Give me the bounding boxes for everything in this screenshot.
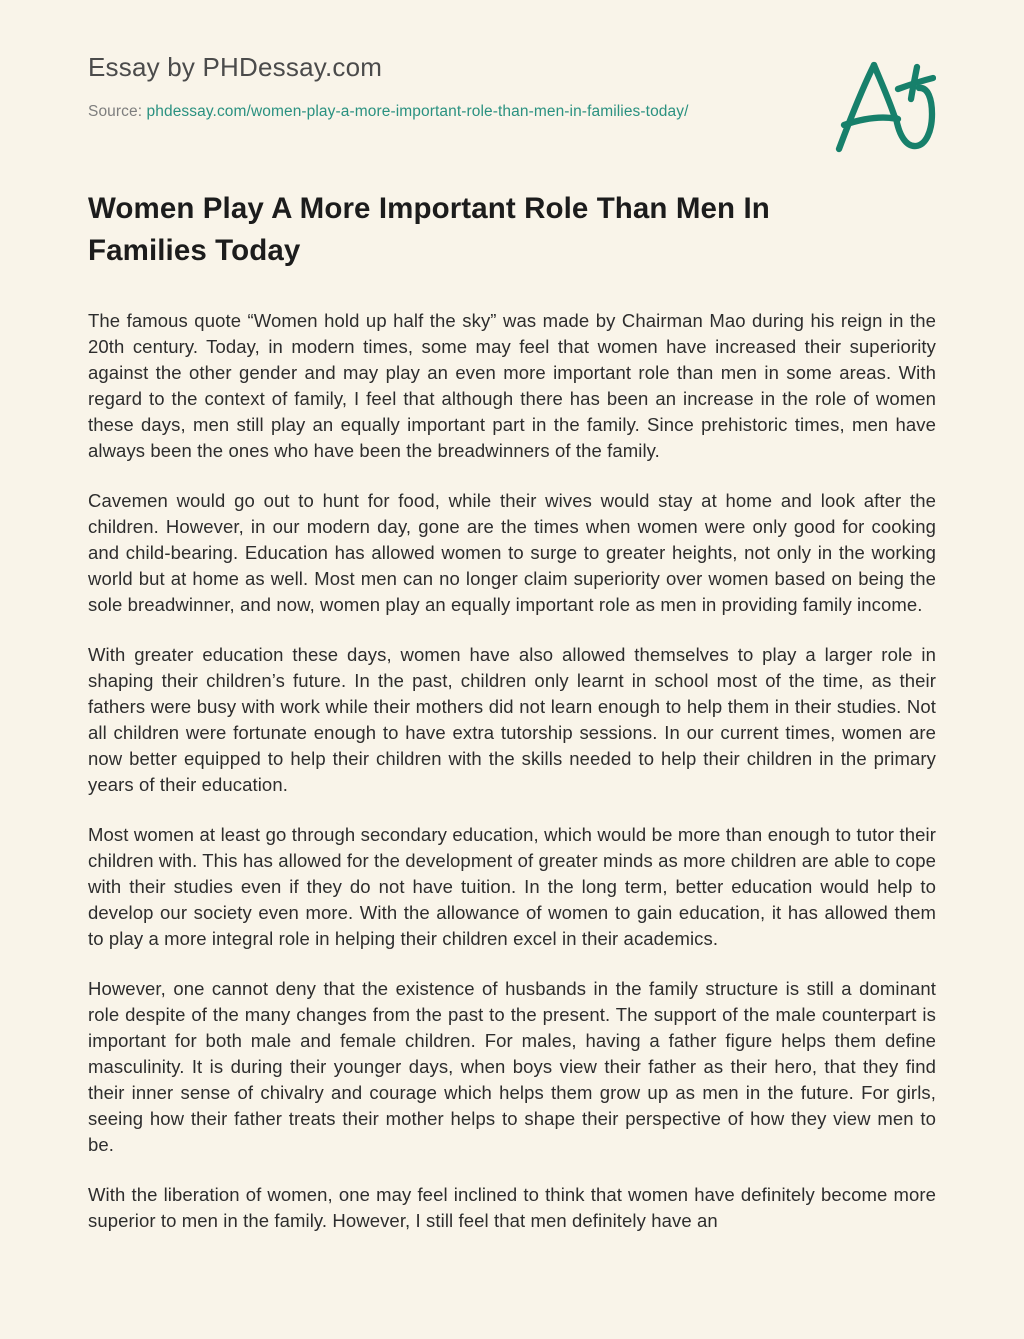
source-label: Source:	[88, 103, 143, 121]
page-header	[88, 46, 936, 156]
source-link[interactable]: phdessay.com/women-play-a-more-important-role-than-men-in-families-today/	[146, 103, 689, 121]
essay-body	[88, 308, 936, 1290]
essay-paragraph: Cavemen would go out to hunt for food, while their wives would stay at home and look after the children. However, in our modern day, gone are the times when women were only good for cooking and child-bearing. Education has allowed women to surge to greater heights, not only in the working world but at home as well. Most men can no longer claim superiority over women based on being the sole breadwinner, and now, women play an equally important role as men in providing family income.	[88, 490, 936, 615]
a-plus-logo-icon	[832, 54, 936, 156]
source-line	[88, 103, 689, 121]
essay-paragraph: The famous quote “Women hold up half the sky” was made by Chairman Mao during his reign in the 20th century. Today, in modern times, some may feel that women have increased their superiority against the other gender and may play an even more important role than men in some areas. With regard to the context of family, I feel that although there has been an increase in the role of women these days, men still play an equally important part in the family. Since prehistoric times, men have always been the ones who have been the breadwinners of the family.	[88, 310, 936, 461]
essay-paragraph: With the liberation of women, one may feel inclined to think that women have definitely become more superior to men in the family. However, I still feel that men definitely have an	[88, 1184, 936, 1231]
essay-paragraph: However, one cannot deny that the existence of husbands in the family structure is still a dominant role despite of the many changes from the past to the present. The support of the male counterpart is important for both male and female children. For males, having a father figure helps them define masculinity. It is during their younger days, when boys view their father as their hero, that they find their inner sense of chivalry and courage which helps them grow up as men in the future. For girls, seeing how their father treats their mother helps to shape their perspective of how they view men to be.	[88, 978, 936, 1155]
essay-paragraph: Most women at least go through secondary education, which would be more than enough to tutor their children with. This has allowed for the development of greater minds as more children are able to cope with their studies even if they do not have tuition. In the long term, better education would help to develop our society even more. With the allowance of women to gain education, it has allowed them to play a more integral role in helping their children excel in their academics.	[88, 824, 936, 949]
essay-paragraph: With greater education these days, women have also allowed themselves to play a larger role in shaping their children’s future. In the past, children only learnt in school most of the time, as their fathers were busy with work while their mothers did not learn enough to help them in their studies. Not all children were fortunate enough to have extra tutorship sessions. In our current times, women are now better equipped to help their children with the skills needed to help their children in the primary years of their education.	[88, 644, 936, 795]
byline: Essay by PHDessay.com	[88, 52, 383, 82]
essay-title: Women Play A More Important Role Than Men In Families Today	[88, 192, 770, 267]
header-text-block	[88, 46, 689, 121]
